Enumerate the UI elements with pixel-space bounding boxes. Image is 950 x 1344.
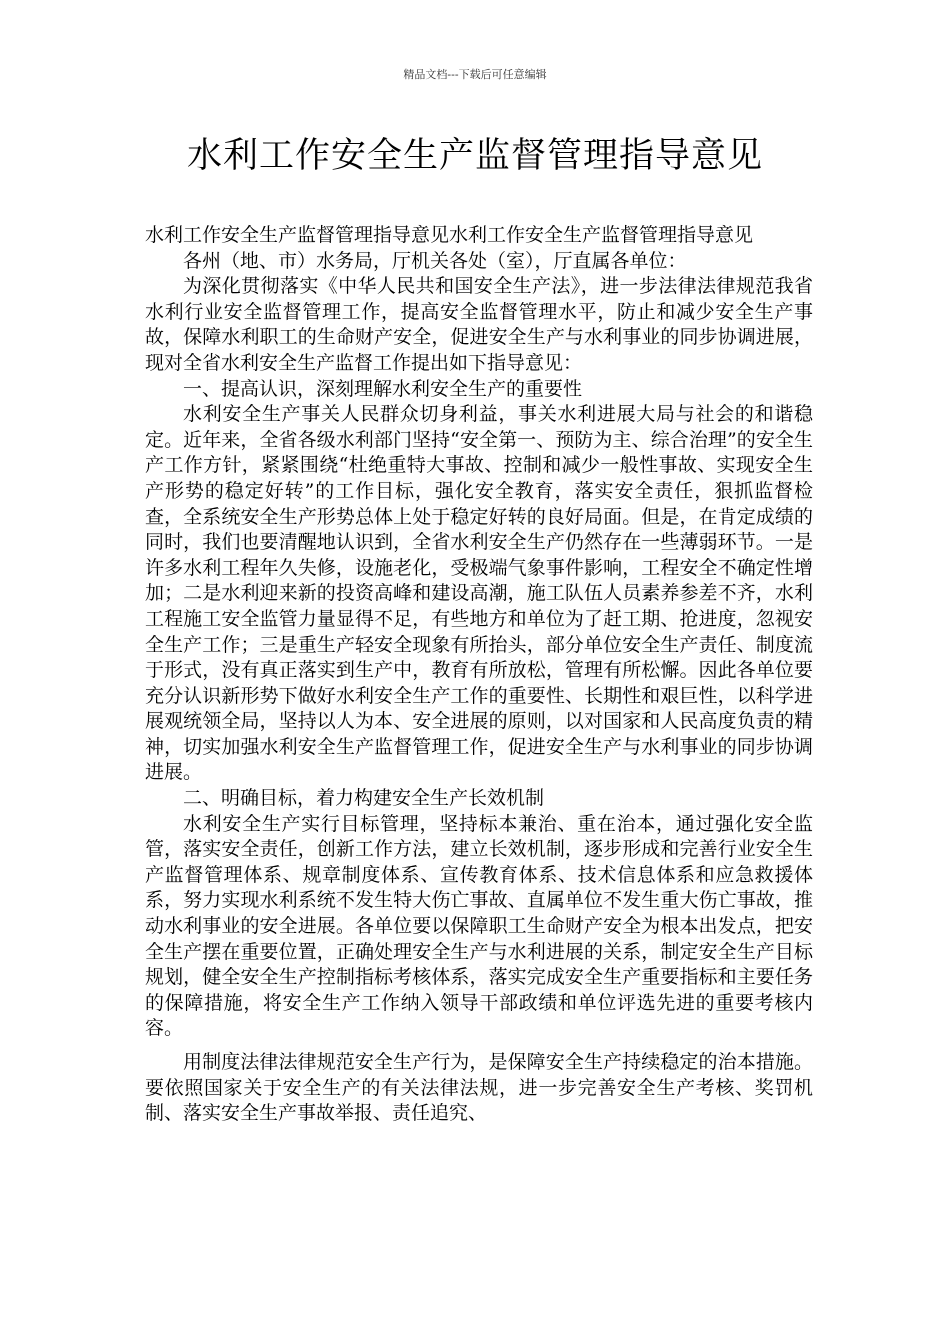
paragraph-section-1: 水利安全生产事关人民群众切身利益，事关水利进展大局与社会的和谐稳定。近年来，全省各级水利部门坚持“安全第一、预防为主、综合治理”的安全生产工作方针，紧紧围绕“杜绝重特大事故、控制和减少一般性事故、实现安全生产形势的稳定好转”的工作目标，强化安全教育，落实安全责任，狠抓监督检查，全系统安全生产形势总体上处于稳定好转的良好局面。但是，在肯定成绩的同时，我们也要清醒地认识到，全省水利安全生产仍然存在一些薄弱环节。一是许多水利工程年久失修，设施老化，受极端气象事件影响，工程安全不确定性增加；二是水利迎来新的投资高峰和建设高潮，施工队伍人员素养参差不齐，水利工程施工安全监管力量显得不足，有些地方和单位为了赶工期、抢进度，忽视安全生产工作；三是重生产轻安全现象有所抬头，部分单位安全生产责任、制度流于形式，没有真正落实到生产中，教育有所放松，管理有所松懈。因此各单位要充分认识新形势下做好水利安全生产工作的重要性、长期性和艰巨性，以科学进展观统领全局，坚持以人为本、安全进展的原则，以对国家和人民高度负责的精神，切实加强水利安全生产监督管理工作，促进安全生产与水利事业的同步协调进展。 — [145, 403, 813, 784]
paragraph-addressee: 各州（地、市）水务局，厅机关各处（室），厅直属各单位： — [183, 249, 687, 272]
paragraph-regulation: 用制度法律法律规范安全生产行为，是保障安全生产持续稳定的治本措施。要依照国家关于安全生产的有关法律法规，进一步完善安全生产考核、奖罚机制、落实安全生产事故举报、责任追究、 — [145, 1051, 813, 1125]
header-note: 精品文档---下载后可任意编辑 — [403, 68, 547, 81]
paragraph-section-2: 水利安全生产实行目标管理，坚持标本兼治、重在治本，通过强化安全监管，落实安全责任，创新工作方法，建立长效机制，逐步形成和完善行业安全生产监督管理体系、规章制度体系、宣传教育体系、技术信息体系和应急救援体系，努力实现水利系统不发生特大伤亡事故、直属单位不发生重大伤亡事故，推动水利事业的安全进展。各单位要以保障职工生命财产安全为根本出发点，把安全生产摆在重要位置，正确处理安全生产与水利进展的关系，制定安全生产目标规划，健全安全生产控制指标考核体系，落实完成安全生产重要指标和主要任务的保障措施，将安全生产工作纳入领导干部政绩和单位评选先进的重要考核内容。 — [145, 812, 813, 1040]
section-heading-1: 一、提高认识，深刻理解水利安全生产的重要性 — [183, 377, 583, 400]
section-heading-2: 二、明确目标，着力构建安全生产长效机制 — [183, 787, 545, 810]
paragraph-intro: 为深化贯彻落实《中华人民共和国安全生产法》，进一步法律法律规范我省水利行业安全监督管理工作，提高安全监督管理水平，防止和减少安全生产事故，保障水利职工的生命财产安全，促进安全生产与水利事业的同步协调进展，现对全省水利安全生产监督工作提出如下指导意见： — [145, 275, 813, 374]
document-body — [145, 223, 813, 1127]
paragraph-heading-repeat: 水利工作安全生产监督管理指导意见水利工作安全生产监督管理指导意见 — [145, 224, 754, 246]
document-title: 水利工作安全生产监督管理指导意见 — [186, 136, 763, 176]
